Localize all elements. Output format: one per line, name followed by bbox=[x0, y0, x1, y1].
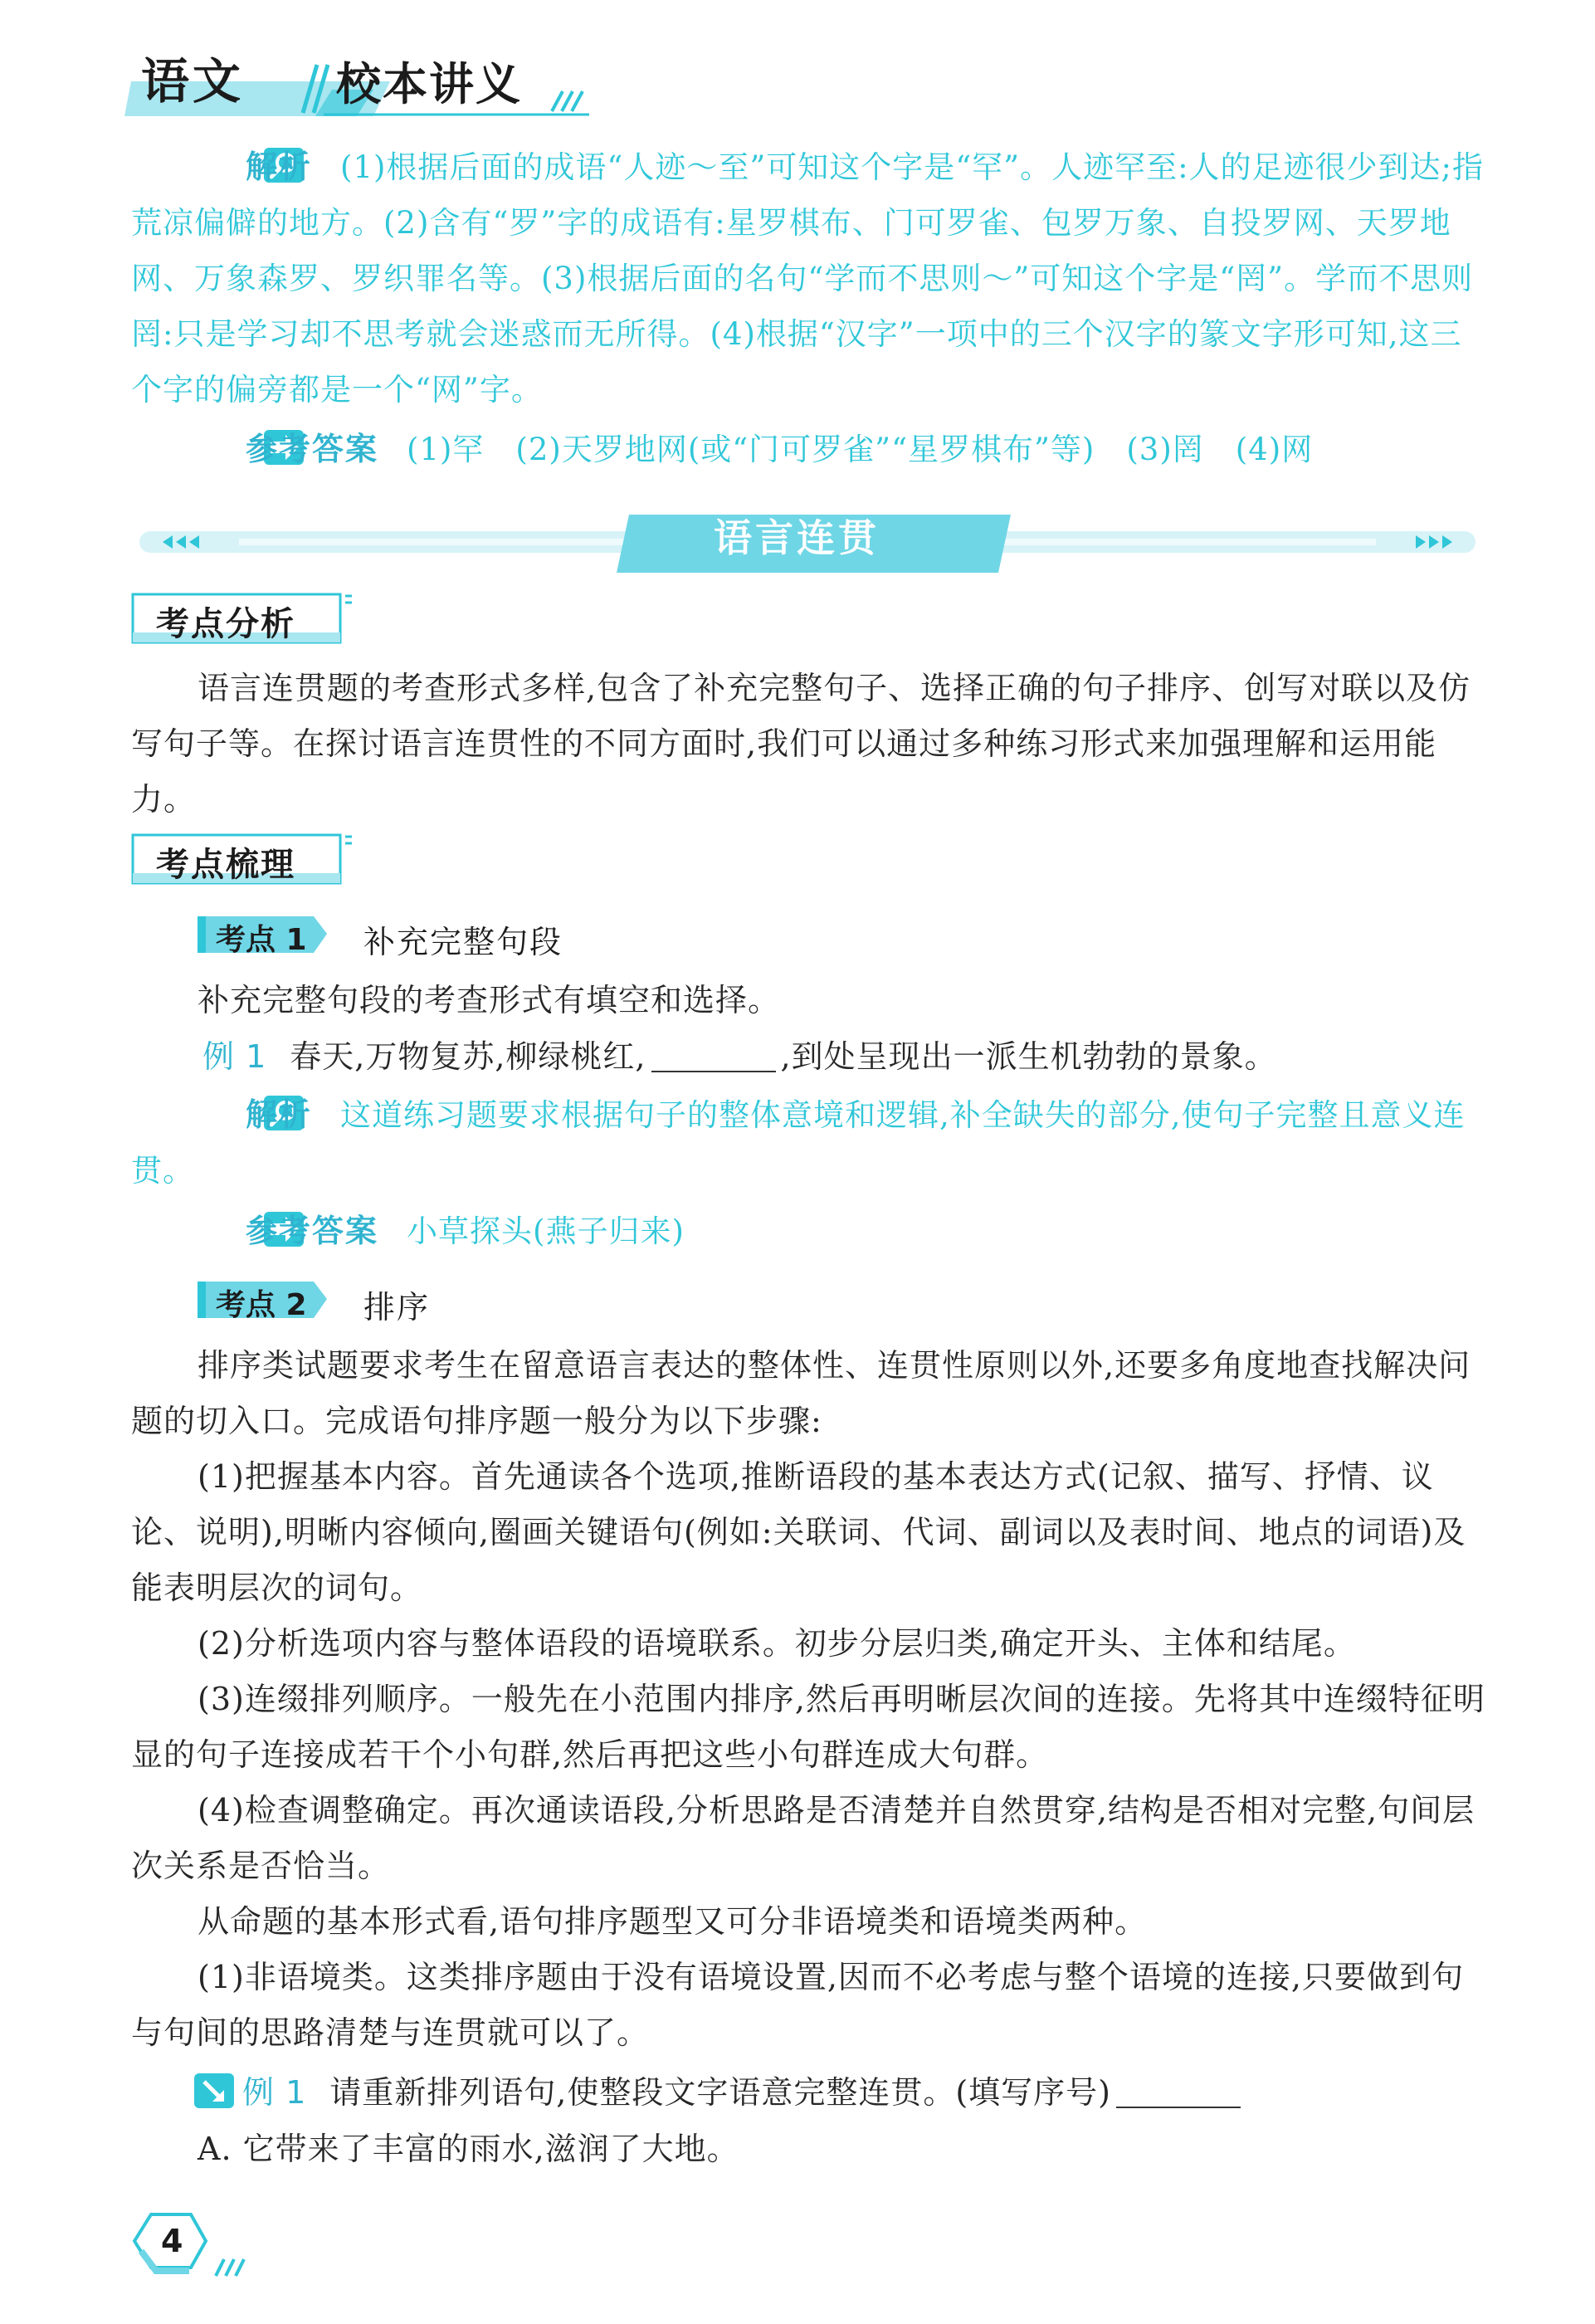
point1-answer-text: 小草探头(燕子归来) bbox=[407, 1213, 685, 1249]
point1-example-after: ,到处呈现出一派生机勃勃的景象。 bbox=[780, 1038, 1277, 1075]
point1-analysis bbox=[131, 1087, 1492, 1199]
analysis-text: (1)根据后面的成语“人迹～至”可知这个字是“罕”。人迹罕至:人的足迹很少到达;指荒凉偏僻的地方。(2)含有“罗”字的成语有:星罗棋布、门可罗雀、包罗万象、自投罗网、天罗地网、万象森罗、罗织罪名等。(3)根据后面的名句“学而不思则～”可知这个字是“罔”。学而不思则罔:只是学习却不思考就会迷惑而无所得。(4)根据“汉字”一项中的三个汉字的篆文字形可知,这三个字的偏旁都是一个“网”字。 bbox=[131, 149, 1485, 408]
point1-analysis-text: 这道练习题要求根据句子的整体意境和逻辑,补全缺失的部分,使句子完整且意义连贯。 bbox=[131, 1097, 1466, 1189]
answer-label: 参考答案 bbox=[246, 431, 379, 467]
point1-title: 补充完整句段 bbox=[363, 924, 563, 960]
point1-example bbox=[202, 1029, 1497, 1085]
point2-option-a: A. 它带来了丰富的雨水,滋润了大地。 bbox=[198, 2131, 739, 2167]
pencil-arrow-icon bbox=[194, 2070, 234, 2105]
point1-example-label: 例 1 bbox=[202, 1038, 267, 1075]
point1-answer-label: 参考答案 bbox=[246, 1213, 379, 1249]
analysis-top bbox=[131, 139, 1492, 417]
point1-example-before: 春天,万物复苏,柳绿桃红, bbox=[290, 1038, 646, 1075]
kaodian-fenxi-heading bbox=[131, 591, 347, 644]
answer-blank bbox=[1116, 2073, 1241, 2108]
point1-analysis-label: 解析 bbox=[246, 1096, 313, 1133]
point1-answer bbox=[131, 1204, 1492, 1259]
point2-example-label: 例 1 bbox=[242, 2074, 307, 2111]
kaodian-fenxi-label: 考点分析 bbox=[156, 605, 295, 643]
answer-top bbox=[131, 422, 1492, 477]
header-subject: 语文 bbox=[141, 53, 245, 110]
point2-tag-label: 考点 2 bbox=[216, 1288, 307, 1322]
kaodian-shuli-label: 考点梳理 bbox=[156, 846, 295, 884]
point2-example bbox=[194, 2065, 1497, 2121]
arrow-icon bbox=[198, 1208, 237, 1243]
point2-tag bbox=[198, 1277, 778, 1326]
page-number: 4 bbox=[161, 2223, 183, 2259]
point2-p6: 从命题的基本形式看,语句排序题型又可分非语境类和语境类两种。 bbox=[198, 1903, 1148, 1940]
point2-p1: 排序类试题要求考生在留意语言表达的整体性、连贯性原则以外,还要多角度地查找解决问题的切入口。完成语句排序题一般分为以下步骤: bbox=[131, 1347, 1471, 1439]
point2-example-text: 请重新排列语句,使整段文字语意完整连贯。(填写序号) bbox=[329, 2074, 1111, 2111]
page-number-badge bbox=[123, 2200, 256, 2282]
point2-p2: (1)把握基本内容。首先通读各个选项,推断语段的基本表达方式(记叙、描写、抒情、议论、说明),明晰内容倾向,圈画关键语句(例如:关联词、代词、副词以及表时间、地点的词语)及能表明层次的词句。 bbox=[131, 1458, 1466, 1606]
magnifier-icon bbox=[198, 1092, 237, 1127]
point2-title: 排序 bbox=[363, 1289, 431, 1326]
point2-p3: (2)分析选项内容与整体语段的语境联系。初步分层归类,确定开头、主体和结尾。 bbox=[198, 1625, 1356, 1662]
answer-blank bbox=[651, 1038, 776, 1072]
point2-p7: (1)非语境类。这类排序题由于没有语境设置,因而不必考虑与整个语境的连接,只要做到句与句间的思路清楚与连贯就可以了。 bbox=[131, 1959, 1464, 2051]
point1-tag-label: 考点 1 bbox=[216, 923, 307, 957]
answer-text: (1)罕 (2)天罗地网(或“门可罗雀”“星罗棋布”等) (3)罔 (4)网 bbox=[407, 432, 1314, 467]
point2-p5: (4)检查调整确定。再次通读语段,分析思路是否清楚并自然贯穿,结构是否相对完整,句间层次关系是否恰当。 bbox=[131, 1792, 1475, 1884]
analysis-label: 解析 bbox=[246, 149, 313, 185]
kaodian-shuli-heading bbox=[131, 832, 347, 885]
header-book-title: 校本讲义 bbox=[336, 58, 522, 110]
arrow-icon bbox=[198, 427, 237, 461]
kaodian-fenxi-text: 语言连贯题的考查形式多样,包含了补充完整句子、选择正确的句子排序、创写对联以及仿写句子等。在探讨语言连贯性的不同方面时,我们可以通过多种练习形式来加强理解和运用能力。 bbox=[131, 670, 1471, 818]
point2-p4: (3)连缀排列顺序。一般先在小范围内排序,然后再明晰层次间的连接。先将其中连缀特征明显的句子连接成若干个小句群,然后再把这些小句群连成大句群。 bbox=[131, 1681, 1485, 1773]
section-banner-title: 语言连贯 bbox=[714, 515, 880, 560]
magnifier-icon bbox=[198, 144, 237, 179]
point1-tag bbox=[198, 911, 778, 960]
point1-intro: 补充完整句段的考查形式有填空和选择。 bbox=[198, 982, 781, 1018]
